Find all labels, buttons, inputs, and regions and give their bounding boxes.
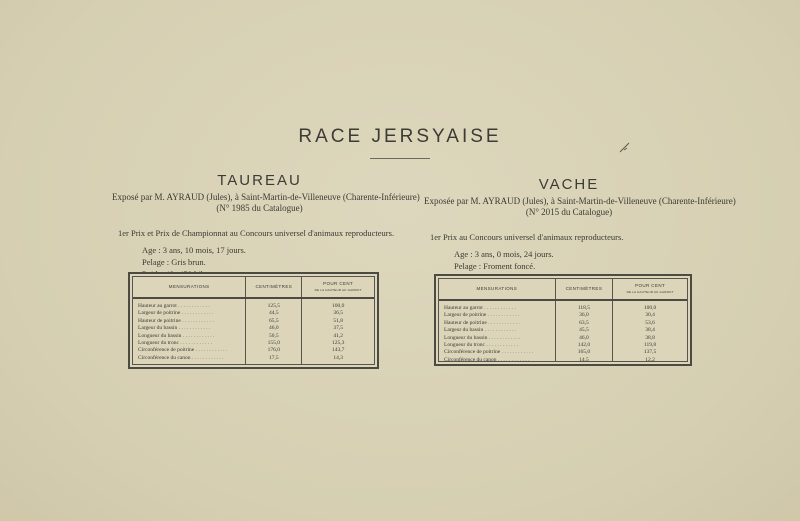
row-cm: 44,5 (269, 310, 279, 317)
row-pct: 100,0 (643, 305, 657, 311)
row-label: Hauteur de poitrine . . . (133, 318, 245, 325)
row-cm: 45,5 (579, 327, 589, 334)
header-pour-cent (302, 277, 374, 297)
row-cm: 46,0 (579, 334, 589, 341)
bull-age: Age : 3 ans, 10 mois, 17 jours. (142, 245, 246, 255)
header-pour-cent-sub: DE LA HAUTEUR AU GARROT (626, 290, 674, 294)
column-labels (133, 299, 246, 364)
header-pour-cent-label: POUR CENT (635, 283, 666, 288)
row-cm: 65,5 (269, 317, 279, 324)
title-divider (370, 158, 430, 159)
page-title: RACE JERSYAISE (298, 126, 502, 147)
row-label: Circonférence de poitrine . . . (439, 349, 555, 356)
row-label: Longueur du bassin . . . (439, 335, 555, 342)
row-label: Hauteur au garrot . . . (439, 305, 555, 312)
row-label: Hauteur au garrot . . . (133, 303, 245, 310)
cow-prize: 1er Prix au Concours universel d'animaux reproducteurs. (430, 232, 624, 242)
column-pour-cent (613, 301, 687, 361)
row-label: Circonférence du canon . . . (439, 357, 555, 364)
row-cm: 176,0 (267, 347, 280, 354)
row-label: Longueur du tronc . . . (133, 340, 245, 347)
row-cm: 165,0 (577, 349, 591, 356)
cow-title: VACHE (538, 176, 600, 193)
header-centimetres: CENTIMÈTRES (246, 277, 302, 297)
bull-section (112, 172, 420, 280)
column-labels (439, 301, 556, 361)
row-label: Largeur du bassin . . . (133, 325, 245, 332)
row-pct: 38,4 (645, 327, 655, 334)
row-pct: 125,3 (331, 340, 345, 347)
row-label: Largeur de poitrine . . . (133, 310, 245, 317)
row-label: Longueur du tronc . . . (439, 342, 555, 349)
row-pct: 143,7 (331, 347, 345, 354)
row-label: Longueur du bassin . . . (133, 333, 245, 340)
column-centimetres (556, 301, 614, 361)
bull-measurements-table (128, 272, 379, 369)
row-label: Largeur de poitrine . . . (439, 312, 555, 319)
bull-pelage: Pelage : Gris brun. (142, 257, 206, 267)
column-centimetres (246, 299, 302, 364)
row-pct: 30,4 (645, 312, 655, 319)
row-cm: 118,5 (577, 305, 590, 311)
row-label: Largeur du bassin . . . (439, 327, 555, 334)
bull-catalogue-number: (N° 1985 du Catalogue) (216, 203, 303, 213)
cow-age: Age : 3 ans, 0 mois, 24 jours. (454, 249, 554, 259)
row-pct: 41,2 (333, 332, 343, 339)
table-header (133, 277, 374, 299)
row-cm: 142,0 (577, 342, 591, 349)
row-label: Hauteur de poitrine . . . (439, 320, 555, 327)
cow-exhibitor: Exposée par M. AYRAUD (Jules), à Saint-Martin-de-Villeneuve (Charente-Inférieure) (424, 196, 736, 206)
row-label: Circonférence de poitrine . . . (133, 347, 245, 354)
table-header (439, 279, 687, 301)
row-pct: 137,5 (643, 349, 657, 356)
row-pct: 38,8 (645, 334, 655, 341)
row-pct: 119,8 (644, 342, 657, 349)
bull-title: TAUREAU (217, 172, 302, 189)
ink-mark-icon (618, 140, 632, 154)
cow-catalogue-number: (N° 2015 du Catalogue) (525, 207, 613, 217)
row-cm: 50,5 (269, 332, 279, 339)
row-cm: 63,5 (579, 319, 589, 326)
row-pct: 37,5 (333, 325, 343, 332)
table-body (133, 299, 374, 364)
row-pct: 14,3 (333, 354, 343, 361)
cow-measurements-table (434, 274, 692, 366)
header-pour-cent-label: POUR CENT (323, 281, 354, 286)
table-body (439, 301, 687, 361)
cow-pelage: Pelage : Froment foncé. (454, 261, 536, 271)
header-mensurations: MENSURATIONS (439, 279, 556, 299)
row-pct: 100,0 (331, 303, 345, 309)
bull-exhibitor: Exposé par M. AYRAUD (Jules), à Saint-Martin-de-Villeneuve (Charente-Inférieure) (112, 192, 420, 202)
column-pour-cent (302, 299, 374, 364)
row-label: Circonférence du canon . . . (133, 355, 245, 362)
row-cm: 155,0 (267, 340, 280, 347)
row-pct: 12,2 (645, 356, 655, 363)
row-cm: 46,0 (269, 325, 279, 332)
header-pour-cent (613, 279, 687, 299)
row-cm: 125,5 (267, 303, 280, 309)
row-pct: 51,8 (333, 317, 343, 324)
row-pct: 53,6 (645, 319, 655, 326)
header-centimetres: CENTIMÈTRES (556, 279, 614, 299)
cow-section (424, 172, 736, 284)
header-mensurations: MENSURATIONS (133, 277, 246, 297)
header-pour-cent-sub: DE LA HAUTEUR AU GARROT (314, 288, 362, 292)
row-cm: 36,0 (579, 312, 589, 319)
row-cm: 17,5 (269, 354, 279, 361)
row-pct: 36,5 (333, 310, 343, 317)
row-cm: 14,5 (579, 356, 589, 363)
bull-prize: 1er Prix et Prix de Championnat au Concours universel d'animaux reproducteurs. (118, 228, 395, 238)
